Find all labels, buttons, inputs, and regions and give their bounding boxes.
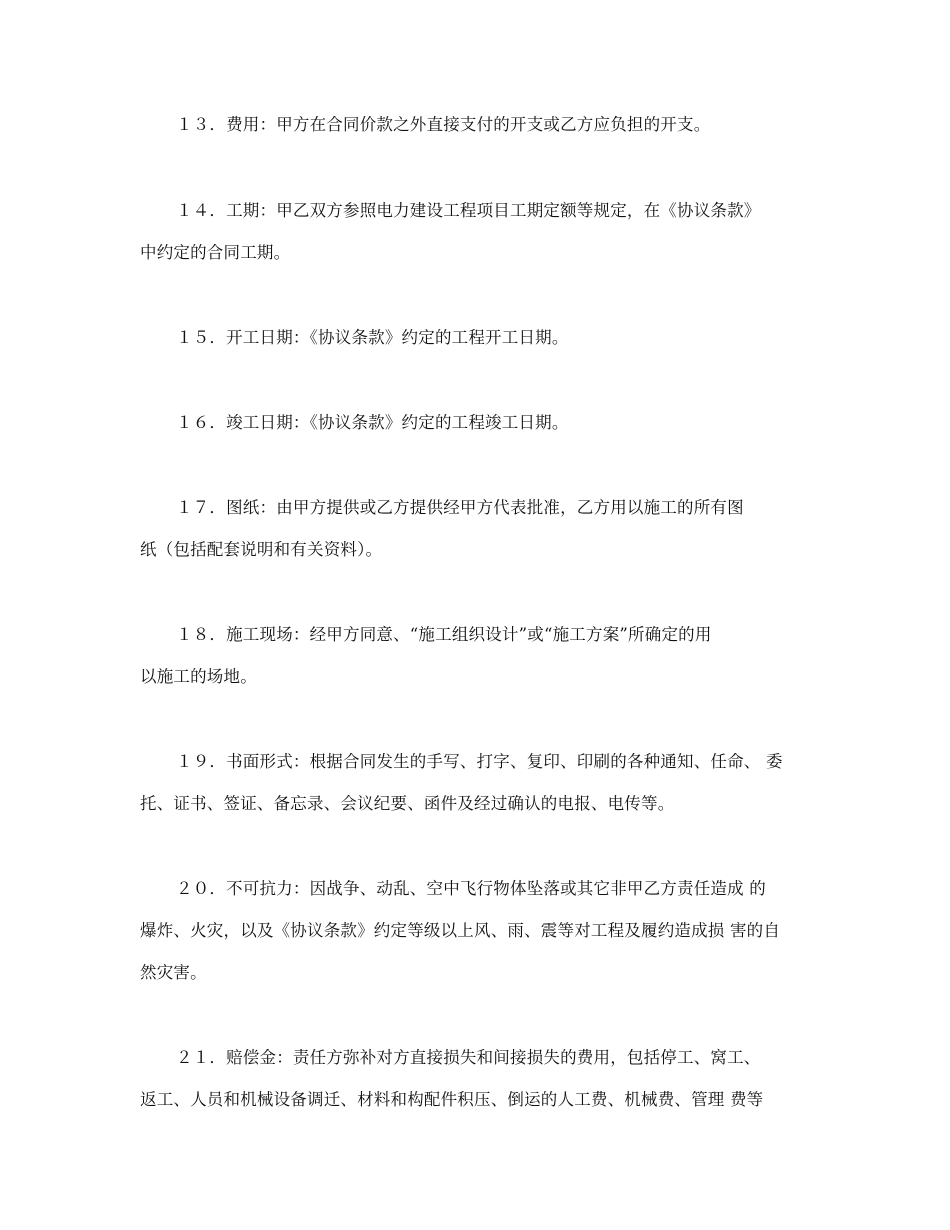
clause-21-line-1: ２１．赔偿金：责任方弥补对方直接损失和间接损失的费用，包括停工、窝工、	[176, 1048, 761, 1067]
clause-15	[140, 317, 820, 359]
clause-13-line-1: １３．费用：甲方在合同价款之外直接支付的开支或乙方应负担的开支。	[176, 115, 711, 134]
clause-21	[140, 1037, 820, 1121]
clause-19	[140, 741, 820, 825]
clause-18	[140, 614, 820, 698]
clause-17-line-2: 纸（包括配套说明和有关资料）。	[140, 540, 383, 559]
clause-15-line-1: １５．开工日期：《协议条款》约定的工程开工日期。	[176, 328, 569, 347]
clause-20-line-1: ２０．不可抗力：因战争、动乱、空中飞行物体坠落或其它非甲乙方责任造成 的	[176, 879, 766, 898]
clause-18-line-2: 以施工的场地。	[140, 667, 257, 686]
clause-16-line-1: １６．竣工日期：《协议条款》约定的工程竣工日期。	[176, 413, 569, 432]
clause-18-line-1: １８．施工现场：经甲方同意、“施工组织设计”或“施工方案”所确定的用	[176, 625, 712, 644]
clause-20	[140, 868, 820, 994]
clause-13	[140, 104, 820, 146]
clause-16	[140, 402, 820, 444]
clause-20-line-2: 爆炸、火灾，以及《协议条款》约定等级以上风、雨、震等对工程及履约造成损 害的自	[140, 921, 781, 940]
clause-17-line-1: １７．图纸：由甲方提供或乙方提供经甲方代表批准，乙方用以施工的所有图	[176, 498, 744, 517]
clause-21-line-2: 返工、人员和机械设备调迁、材料和构配件积压、倒运的人工费、机械费、管理 费等	[140, 1090, 764, 1109]
clause-19-line-2: 托、证书、签证、备忘录、会议纪要、函件及经过确认的电报、电传等。	[140, 794, 675, 813]
clause-14	[140, 190, 820, 274]
clause-14-line-2: 中约定的合同工期。	[140, 243, 291, 262]
clause-20-line-3: 然灾害。	[140, 963, 207, 982]
clause-17	[140, 487, 820, 571]
clause-19-line-1: １９．书面形式：根据合同发生的手写、打字、复印、印刷的各种通知、任命、 委	[176, 752, 783, 771]
clause-14-line-1: １４．工期：甲乙双方参照电力建设工程项目工期定额等规定，在《协议条款》	[176, 201, 761, 220]
